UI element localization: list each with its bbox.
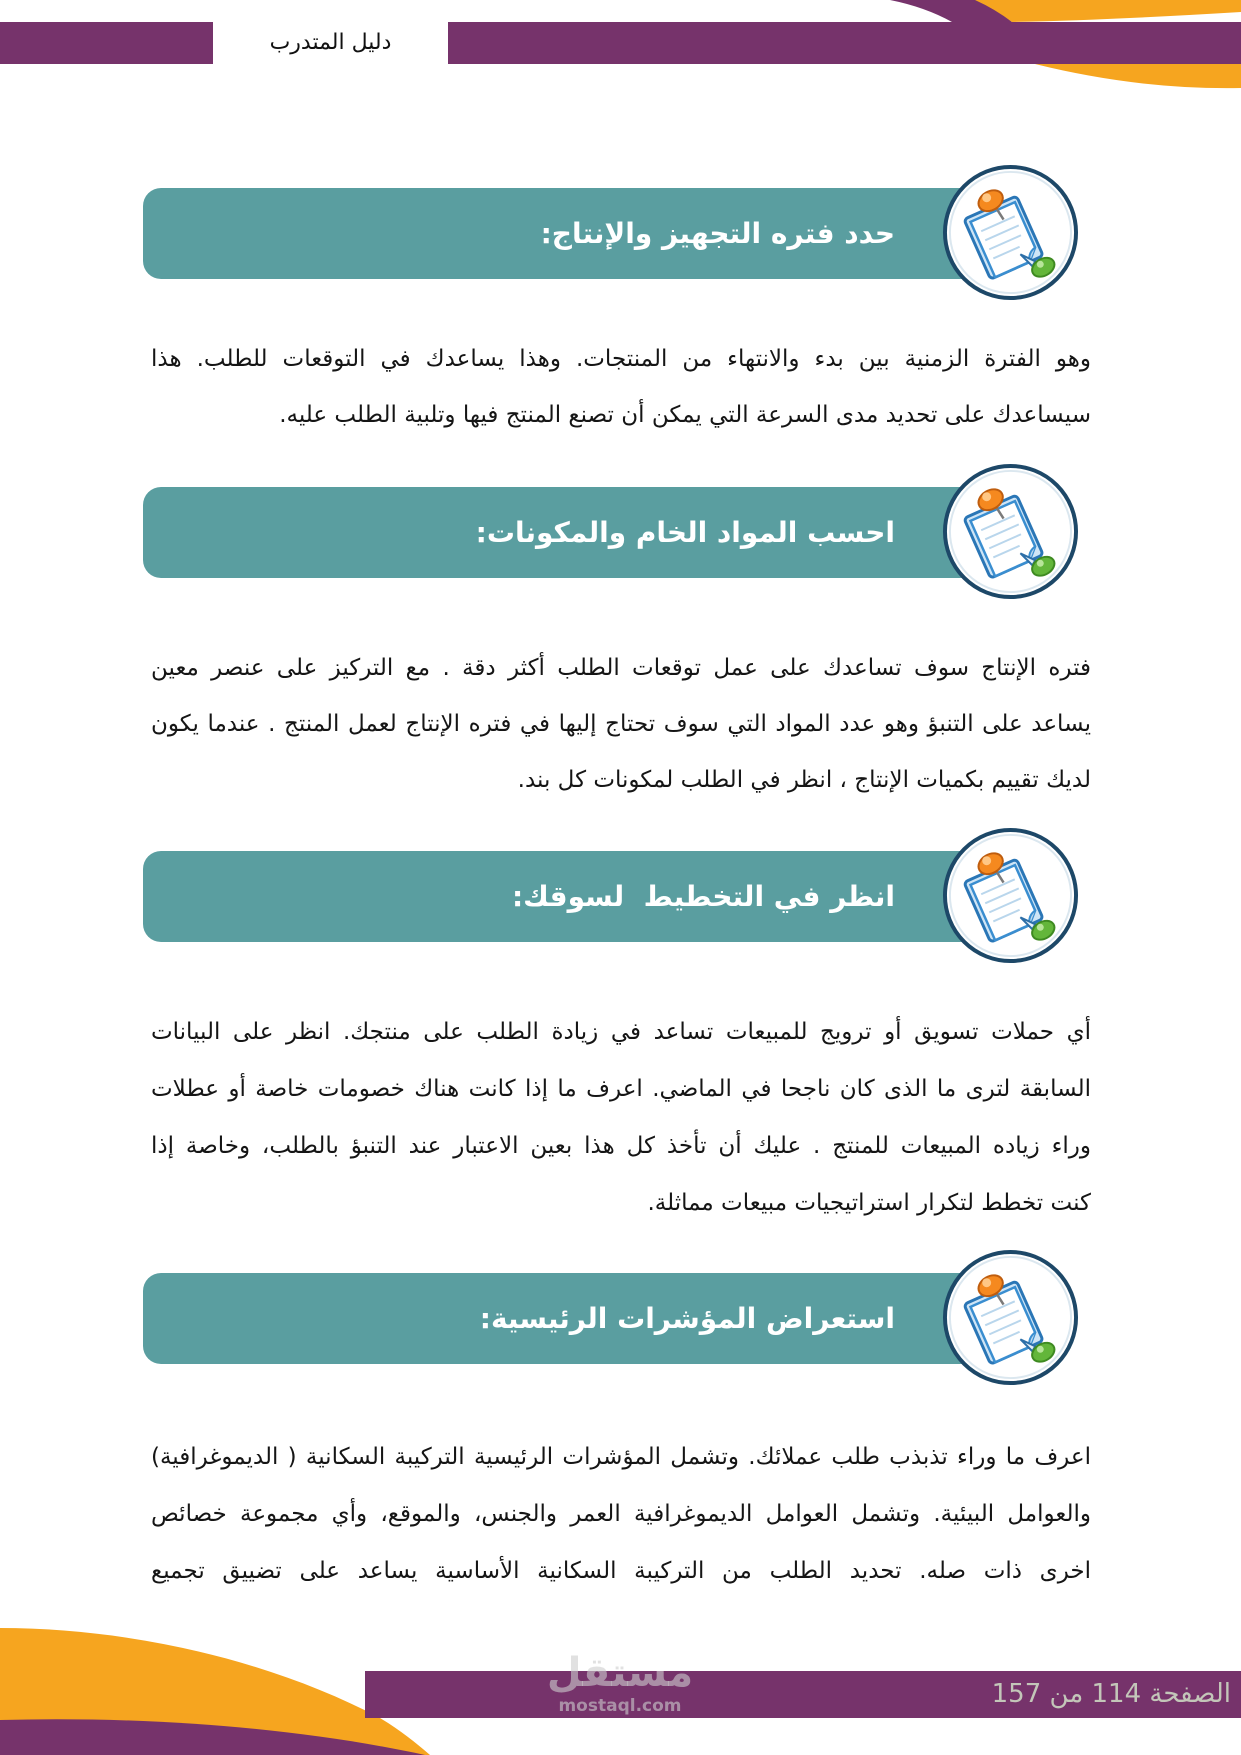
watermark-domain: mostaql.com xyxy=(558,1696,682,1716)
notepad-pushpin-icon xyxy=(941,1248,1080,1387)
section-paragraph xyxy=(151,331,1091,443)
paragraph-line: والعوامل البيئية. وتشمل العوامل الديموغرافية العمر والجنس، والموقع، وأي مجموعة خصائص xyxy=(151,1501,1091,1527)
section-heading: احسب المواد الخام والمكونات: xyxy=(475,516,895,549)
section-heading: انظر في التخطيط لسوقك: xyxy=(511,880,895,913)
section-market-planning xyxy=(143,826,1080,965)
section-heading: استعراض المؤشرات الرئيسية: xyxy=(479,1302,895,1335)
section-key-indicators xyxy=(143,1248,1080,1387)
paragraph-line: وهو الفترة الزمنية بين بدء والانتهاء من المنتجات. وهذا يساعدك في التوقعات للطلب. هذا xyxy=(151,346,1091,372)
section-raw-materials xyxy=(143,462,1080,601)
paragraph-line: يساعد على التنبؤ وهو عدد المواد التي سوف تحتاج إليها في فتره الإنتاج لعمل المنتج . عندما يكون xyxy=(151,711,1091,737)
header-orange-bottom-swoosh xyxy=(1035,64,1241,88)
header-orange-top-swoosh xyxy=(975,0,1241,22)
paragraph-line: سيساعدك على تحديد مدى السرعة التي يمكن أن تصنع المنتج فيها وتلبية الطلب عليه. xyxy=(279,402,1091,428)
page-number: الصفحة 114 من 157 xyxy=(991,1679,1231,1709)
section-heading-bar xyxy=(143,1273,1013,1364)
paragraph-line: اعرف ما وراء تذبذب طلب عملائك. وتشمل المؤشرات الرئيسية التركيبة السكانية ( الديموغرافية) xyxy=(151,1444,1091,1470)
paragraph-line: السابقة لترى ما الذى كان ناجحا في الماضي. اعرف ما إذا كانت هناك خصومات خاصة أو عطلات xyxy=(151,1076,1091,1102)
header-decoration xyxy=(0,0,1241,95)
paragraph-line: لديك تقييم بكميات الإنتاج ، انظر في الطلب لمكونات كل بند. xyxy=(517,767,1091,793)
section-heading: حدد فتره التجهيز والإنتاج: xyxy=(540,217,895,250)
section-paragraph xyxy=(151,1004,1091,1232)
section-paragraph xyxy=(151,1429,1091,1600)
section-heading-bar xyxy=(143,487,1013,578)
paragraph-line: اخرى ذات صله. تحديد الطلب من التركيبة السكانية الأساسية يساعد على تضييق تجميع xyxy=(151,1558,1091,1584)
paragraph-line: وراء زياده المبيعات للمنتج . عليك أن تأخذ كل هذا بعين الاعتبار عند التنبؤ بالطلب، وخاصة إذا xyxy=(151,1133,1091,1159)
notepad-pushpin-icon xyxy=(941,163,1080,302)
section-production-period xyxy=(143,163,1080,302)
section-paragraph xyxy=(151,640,1091,808)
paragraph-line: أي حملات تسويق أو ترويج للمبيعات تساعد في زيادة الطلب على منتجك. انظر على البيانات xyxy=(151,1019,1091,1045)
header-bar-right xyxy=(448,22,1241,64)
watermark xyxy=(540,1650,700,1716)
header-bar-left xyxy=(0,22,213,64)
header-title: دليل المتدرب xyxy=(269,30,392,55)
paragraph-line: كنت تخطط لتكرار استراتيجيات مبيعات مماثلة. xyxy=(647,1190,1091,1216)
watermark-logo-text: مستقل xyxy=(546,1650,694,1696)
paragraph-line: فتره الإنتاج سوف تساعدك على عمل توقعات الطلب أكثر دقة . مع التركيز على عنصر معين xyxy=(151,655,1091,681)
section-heading-bar xyxy=(143,188,1013,279)
notepad-pushpin-icon xyxy=(941,462,1080,601)
notepad-pushpin-icon xyxy=(941,826,1080,965)
section-heading-bar xyxy=(143,851,1013,942)
